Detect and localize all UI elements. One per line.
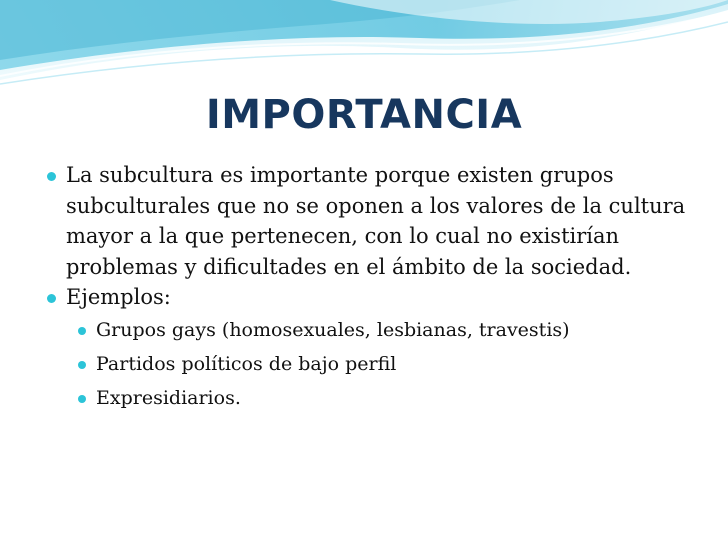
header-wave-decoration (0, 0, 728, 90)
bullet-dot-icon (78, 361, 86, 369)
sub-bullet-text: Expresidiarios. (96, 386, 241, 409)
slide-title: IMPORTANCIA (205, 92, 523, 138)
sub-bullet-item (20, 313, 700, 347)
bullet-dot-icon (78, 327, 86, 335)
bullet-item (20, 160, 700, 282)
bullet-dot-icon (47, 172, 56, 181)
bullet-item (20, 282, 700, 313)
bullet-dot-icon (47, 294, 56, 303)
bullet-text: La subcultura es importante porque existen grupos subculturales que no se oponen a los valores de la cultura mayor a la que pertenecen, con lo cual no existirían problemas y dificultades en el ámbito de la sociedad. (66, 163, 686, 279)
sub-bullet-item (20, 381, 700, 415)
bullet-text: Ejemplos: (66, 285, 171, 309)
bullet-dot-icon (78, 395, 86, 403)
sub-bullet-text: Grupos gays (homosexuales, lesbianas, travestis) (96, 318, 570, 341)
sub-bullet-text: Partidos políticos de bajo perfil (96, 352, 397, 375)
bullet-list (20, 160, 700, 415)
sub-bullet-item (20, 347, 700, 381)
